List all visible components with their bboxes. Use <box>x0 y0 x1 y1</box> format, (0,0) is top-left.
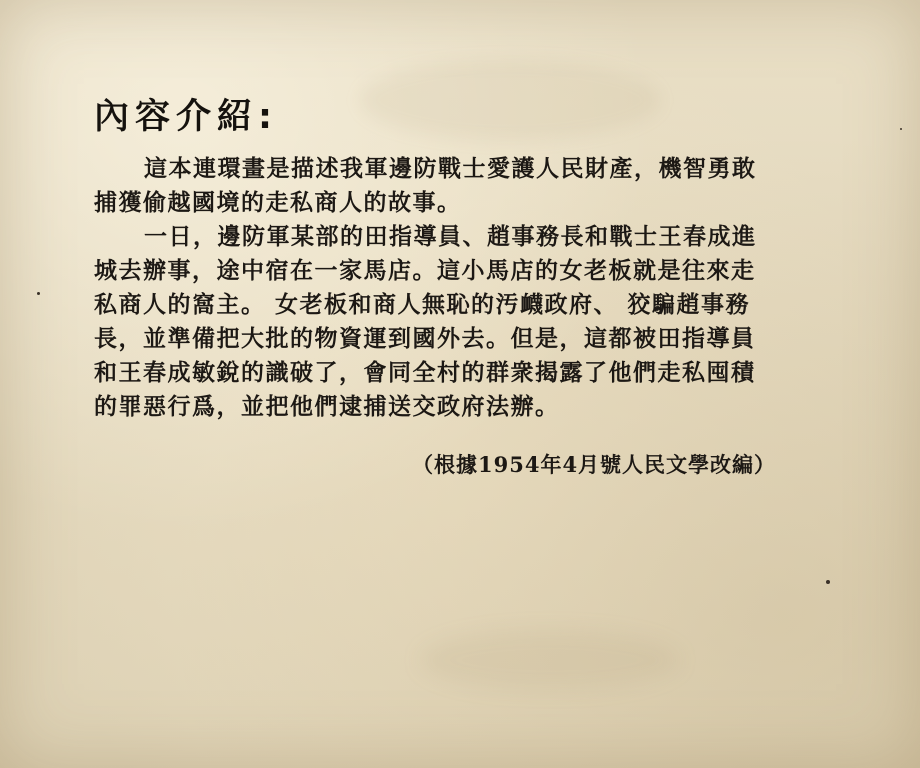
intro-text <box>94 152 834 424</box>
ink-speck <box>826 580 830 584</box>
paper-stain <box>360 60 660 140</box>
paragraph-2-line-4: 長，並準備把大批的物資運到國外去。但是，這都被田指導員 <box>94 325 756 352</box>
ink-speck <box>900 128 902 130</box>
paper-stain <box>420 630 680 690</box>
paragraph-2-line-5: 和王春成敏銳的識破了，會同全村的群衆揭露了他們走私囤積 <box>94 359 756 386</box>
paragraph-2-line-2: 城去辦事，途中宿在一家馬店。這小馬店的女老板就是往來走 <box>94 257 756 284</box>
paragraph-1-line-2: 捕獲偷越國境的走私商人的故事。 <box>94 189 462 216</box>
paragraph-2-line-1: 一日，邊防軍某部的田指導員、趙事務長和戰士王春成進 <box>144 223 757 250</box>
source-note: （根據1954年4月號人民文學改編） <box>412 452 777 477</box>
paragraph-2-line-3: 私商人的窩主。 女老板和商人無恥的汚衊政府、 狡騙趙事務 <box>94 291 751 318</box>
ink-speck <box>37 292 40 295</box>
paragraph-2-line-6: 的罪惡行爲，並把他們逮捕送交政府法辦。 <box>94 393 560 420</box>
page-title: 內容介紹: <box>94 97 278 137</box>
paragraph-1-line-1: 這本連環畫是描述我軍邊防戰士愛護人民財產，機智勇敢 <box>144 155 757 182</box>
